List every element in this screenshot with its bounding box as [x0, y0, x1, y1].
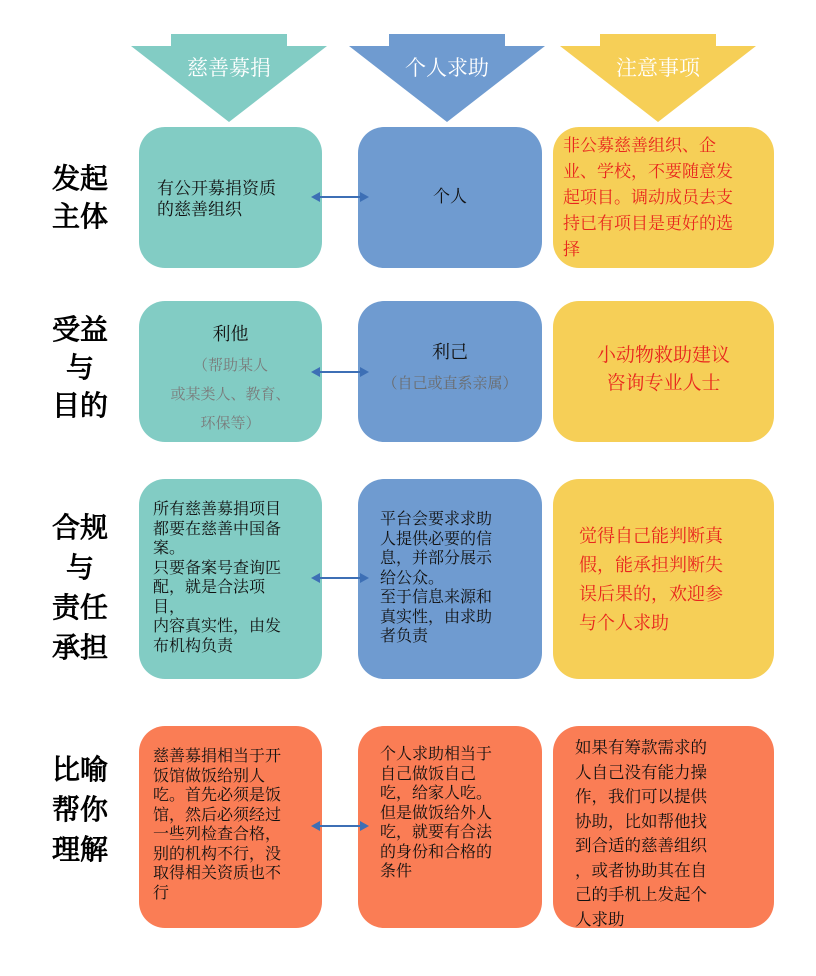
box-text-line: 假，能承担判断失: [579, 555, 723, 576]
box-sub-line: 环保等）: [200, 414, 261, 432]
box-text-line: 协助，比如帮他找: [575, 811, 707, 831]
box-text-line: 只要备案号查询匹: [153, 557, 282, 577]
box-text-line: 人求助: [575, 909, 625, 929]
box-text-line: 息，并部分展示: [380, 548, 493, 567]
box-text-line: 别的机构不行，没: [153, 843, 282, 863]
header-charity-fundraising: [131, 34, 327, 122]
header-label: 个人求助: [405, 56, 489, 80]
row-label-analogy: [30, 750, 130, 870]
box-text-line: 如果有筹款需求的: [575, 738, 707, 757]
box-text-line: 业、学校，不要随意发: [563, 162, 733, 182]
box-text-line: 吃。首先必须是饭: [153, 785, 282, 804]
box-text-line: 人提供必要的信: [380, 528, 493, 548]
box-text-line: 咨询专业人士: [606, 372, 721, 394]
box-text-line: 到合适的慈善组织: [575, 836, 707, 855]
box-text-line: 小动物救助建议: [596, 344, 730, 366]
box-text-line: 个人求助相当于: [380, 744, 493, 763]
row-label-line: 承担: [51, 631, 108, 664]
box-text-line: 人自己没有能力操: [575, 762, 707, 782]
box-text-line: 的身份和合格的: [380, 841, 493, 861]
box-text-line: 吃，给家人吃。: [380, 783, 493, 802]
box-sub-line: （自己或直系亲属）: [382, 374, 518, 392]
row-label-line: 发起: [51, 162, 108, 195]
box-text-line: 条件: [380, 861, 413, 880]
header-label: 注意事项: [616, 56, 700, 80]
box-text-line: 馆，然后必须经过: [153, 804, 282, 824]
double-arrow-icon: [311, 190, 369, 204]
box-text-line: 自己做饭自己: [380, 763, 477, 783]
box-text-line: 案。: [153, 538, 186, 557]
box-title: 利己: [432, 342, 468, 363]
box-text-line: 一些列检查合格，: [153, 824, 282, 843]
row-label-compliance: [30, 508, 130, 668]
box-text-line: 个人: [433, 187, 467, 207]
box-text-line: 配，就是合法项: [153, 577, 266, 596]
box-text-line: 取得相关资质也不: [153, 863, 282, 882]
box-initiator-note: [553, 127, 774, 268]
box-text-line: 真实性，由求助: [380, 606, 493, 626]
row-label-line: 与: [65, 351, 94, 384]
box-text-line: 内容真实性，由发: [153, 616, 282, 635]
box-text-line: 的慈善组织: [157, 200, 242, 220]
box-compliance-note: [553, 479, 774, 679]
row-label-line: 目的: [51, 389, 108, 422]
header-notes: [560, 34, 756, 122]
box-text-line: 觉得自己能判断真: [579, 526, 723, 547]
header-personal-help: [349, 34, 545, 122]
row-label-line: 理解: [51, 833, 108, 866]
row-label-line: 与: [65, 551, 94, 584]
box-text-line: 都要在慈善中国备: [153, 518, 282, 538]
box-text-line: 平台会要求求助: [380, 509, 493, 528]
row-label-line: 帮你: [51, 793, 108, 826]
row-label-line: 主体: [51, 200, 108, 233]
box-text-line: 持已有项目是更好的选: [563, 214, 733, 234]
box-initiator-charity: [139, 127, 322, 268]
box-text-line: 非公募慈善组织、企: [563, 136, 716, 156]
box-text-line: 己的手机上发起个: [575, 885, 707, 904]
row-label-line: 比喻: [51, 753, 108, 786]
box-analogy-charity: [139, 726, 322, 928]
box-text-line: 所有慈善募捐项目: [153, 499, 282, 518]
box-text-line: 行: [153, 882, 170, 902]
box-text-line: 但是做饭给外人: [380, 802, 493, 822]
box-text-line: 有公开募捐资质: [157, 179, 276, 199]
box-text-line: 误后果的，欢迎参: [579, 584, 723, 605]
double-arrow-icon: [311, 365, 369, 379]
row-label-initiator: [30, 160, 130, 236]
box-compliance-personal: [358, 479, 542, 679]
header-label: 慈善募捐: [187, 56, 271, 80]
row-label-line: 合规: [51, 511, 108, 544]
box-text-line: 择: [563, 240, 580, 260]
row-label-benefit: [30, 311, 130, 425]
box-benefit-charity: [139, 301, 322, 442]
box-text-line: 慈善募捐相当于开: [153, 746, 282, 765]
row-label-line: 责任: [51, 591, 108, 624]
box-compliance-charity: [139, 479, 322, 679]
double-arrow-icon: [311, 819, 369, 833]
box-title: 利他: [212, 324, 249, 345]
row-label-line: 受益: [51, 313, 108, 346]
box-text-line: 与个人求助: [579, 613, 669, 634]
box-text-line: 作，我们可以提供: [575, 787, 707, 806]
box-initiator-personal: [358, 127, 542, 268]
box-text-line: 至于信息来源和: [380, 587, 493, 606]
box-text-line: 给公众。: [380, 567, 445, 587]
box-text-line: ，或者协助其在自: [575, 860, 707, 880]
box-text-line: 者负责: [380, 626, 429, 645]
box-analogy-personal: [358, 726, 542, 928]
box-benefit-personal: [358, 301, 542, 442]
box-text-line: 饭馆做饭给别人: [153, 765, 266, 785]
box-text-line: 目，: [153, 596, 186, 616]
double-arrow-icon: [311, 571, 369, 585]
box-sub-line: 或某类人、教育、: [170, 385, 291, 403]
box-benefit-note: [553, 301, 774, 442]
box-analogy-note: [553, 726, 774, 928]
box-text-line: 吃，就要有合法: [380, 822, 493, 841]
box-text-line: 布机构负责: [153, 635, 234, 655]
box-sub-line: （帮助某人: [192, 356, 268, 374]
box-text-line: 起项目。调动成员去支: [563, 188, 733, 208]
